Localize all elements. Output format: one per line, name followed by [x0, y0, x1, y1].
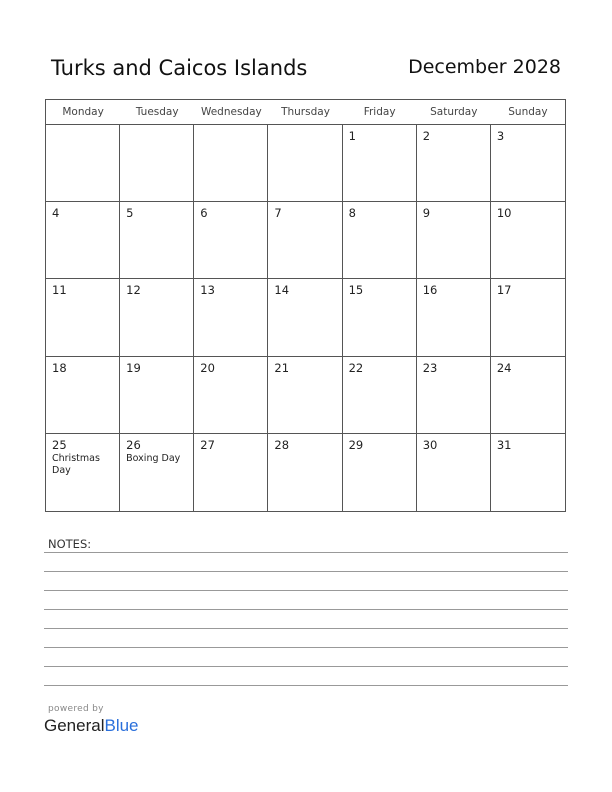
day-cell — [194, 434, 268, 511]
note-line — [44, 571, 568, 572]
day-cell — [343, 357, 417, 434]
day-number: 24 — [496, 360, 512, 375]
day-cell — [268, 434, 342, 511]
day-number: 31 — [496, 437, 512, 452]
day-number: 28 — [274, 437, 290, 452]
note-line — [44, 590, 568, 591]
day-number: 14 — [274, 283, 290, 298]
day-cell — [46, 202, 120, 279]
day-cell — [46, 279, 120, 356]
day-number: 5 — [126, 206, 134, 221]
day-cell — [194, 279, 268, 356]
note-line — [44, 685, 568, 686]
day-cell — [46, 357, 120, 434]
day-number: 3 — [496, 129, 505, 143]
calendar-weeks — [46, 125, 565, 511]
day-number: 11 — [52, 283, 67, 298]
weekday-friday: Friday — [363, 106, 396, 118]
day-cell — [491, 125, 565, 202]
day-cell — [46, 434, 120, 511]
day-cell — [268, 357, 342, 434]
generalblue-logo — [44, 716, 139, 736]
day-number: 2 — [422, 129, 431, 143]
day-number: 20 — [200, 360, 215, 375]
brand-blue-text: Blue — [104, 716, 139, 735]
day-number: 19 — [126, 360, 141, 375]
holiday-label: Christmas Day — [52, 452, 100, 476]
weekday-thursday: Thursday — [281, 106, 330, 118]
note-line — [44, 647, 568, 648]
day-number: 17 — [496, 283, 512, 298]
weekday-saturday: Saturday — [430, 106, 478, 118]
weekday-wednesday: Wednesday — [200, 106, 262, 118]
brand-general-text: General — [44, 716, 105, 735]
day-cell — [120, 279, 194, 356]
day-number: 6 — [200, 206, 208, 221]
day-number: 27 — [200, 437, 215, 452]
day-cell — [417, 357, 491, 434]
day-number: 1 — [348, 129, 356, 143]
day-number: 16 — [422, 283, 438, 298]
note-line — [44, 609, 568, 610]
day-cell — [343, 202, 417, 279]
day-cell — [491, 434, 565, 511]
note-line — [44, 552, 568, 553]
notes-label: NOTES: — [48, 537, 92, 551]
day-number: 15 — [348, 283, 364, 298]
day-cell — [343, 434, 417, 511]
day-number: 29 — [348, 437, 364, 452]
day-cell — [417, 279, 491, 356]
day-cell — [417, 125, 491, 202]
calendar-country-title: Turks and Caicos Islands — [51, 56, 308, 80]
day-cell — [268, 279, 342, 356]
note-line — [44, 628, 568, 629]
day-cell — [491, 202, 565, 279]
day-cell — [120, 202, 194, 279]
day-number: 13 — [200, 283, 215, 298]
powered-by-text: powered by — [48, 704, 104, 714]
day-number: 25 — [52, 437, 67, 452]
day-number: 4 — [52, 206, 60, 221]
note-line — [44, 666, 568, 667]
calendar-month-title: December 2028 — [408, 56, 561, 78]
day-number: 12 — [126, 283, 141, 298]
day-number: 23 — [422, 360, 438, 375]
day-cell — [417, 434, 491, 511]
holiday-label: Boxing Day — [126, 452, 181, 464]
day-cell — [268, 202, 342, 279]
day-number: 30 — [422, 437, 438, 452]
day-number: 9 — [422, 206, 431, 221]
day-cell — [194, 202, 268, 279]
day-cell — [343, 279, 417, 356]
day-cell — [46, 125, 120, 202]
day-cell — [491, 279, 565, 356]
day-cell — [343, 125, 417, 202]
day-number: 22 — [348, 360, 364, 375]
day-cell — [417, 202, 491, 279]
day-cell — [120, 357, 194, 434]
weekday-tuesday: Tuesday — [135, 106, 179, 118]
calendar-grid — [45, 99, 566, 512]
day-cell — [268, 125, 342, 202]
weekday-monday: Monday — [62, 106, 104, 118]
day-number: 21 — [274, 360, 290, 375]
day-cell — [491, 357, 565, 434]
weekday-header-row — [46, 100, 565, 125]
day-cell — [194, 125, 268, 202]
day-number: 26 — [126, 437, 141, 452]
day-number: 8 — [348, 206, 356, 221]
day-number: 7 — [274, 206, 282, 221]
day-cell — [120, 434, 194, 511]
day-number: 18 — [52, 360, 67, 375]
weekday-sunday: Sunday — [508, 106, 548, 118]
day-cell — [194, 357, 268, 434]
day-number: 10 — [496, 206, 512, 221]
day-cell — [120, 125, 194, 202]
